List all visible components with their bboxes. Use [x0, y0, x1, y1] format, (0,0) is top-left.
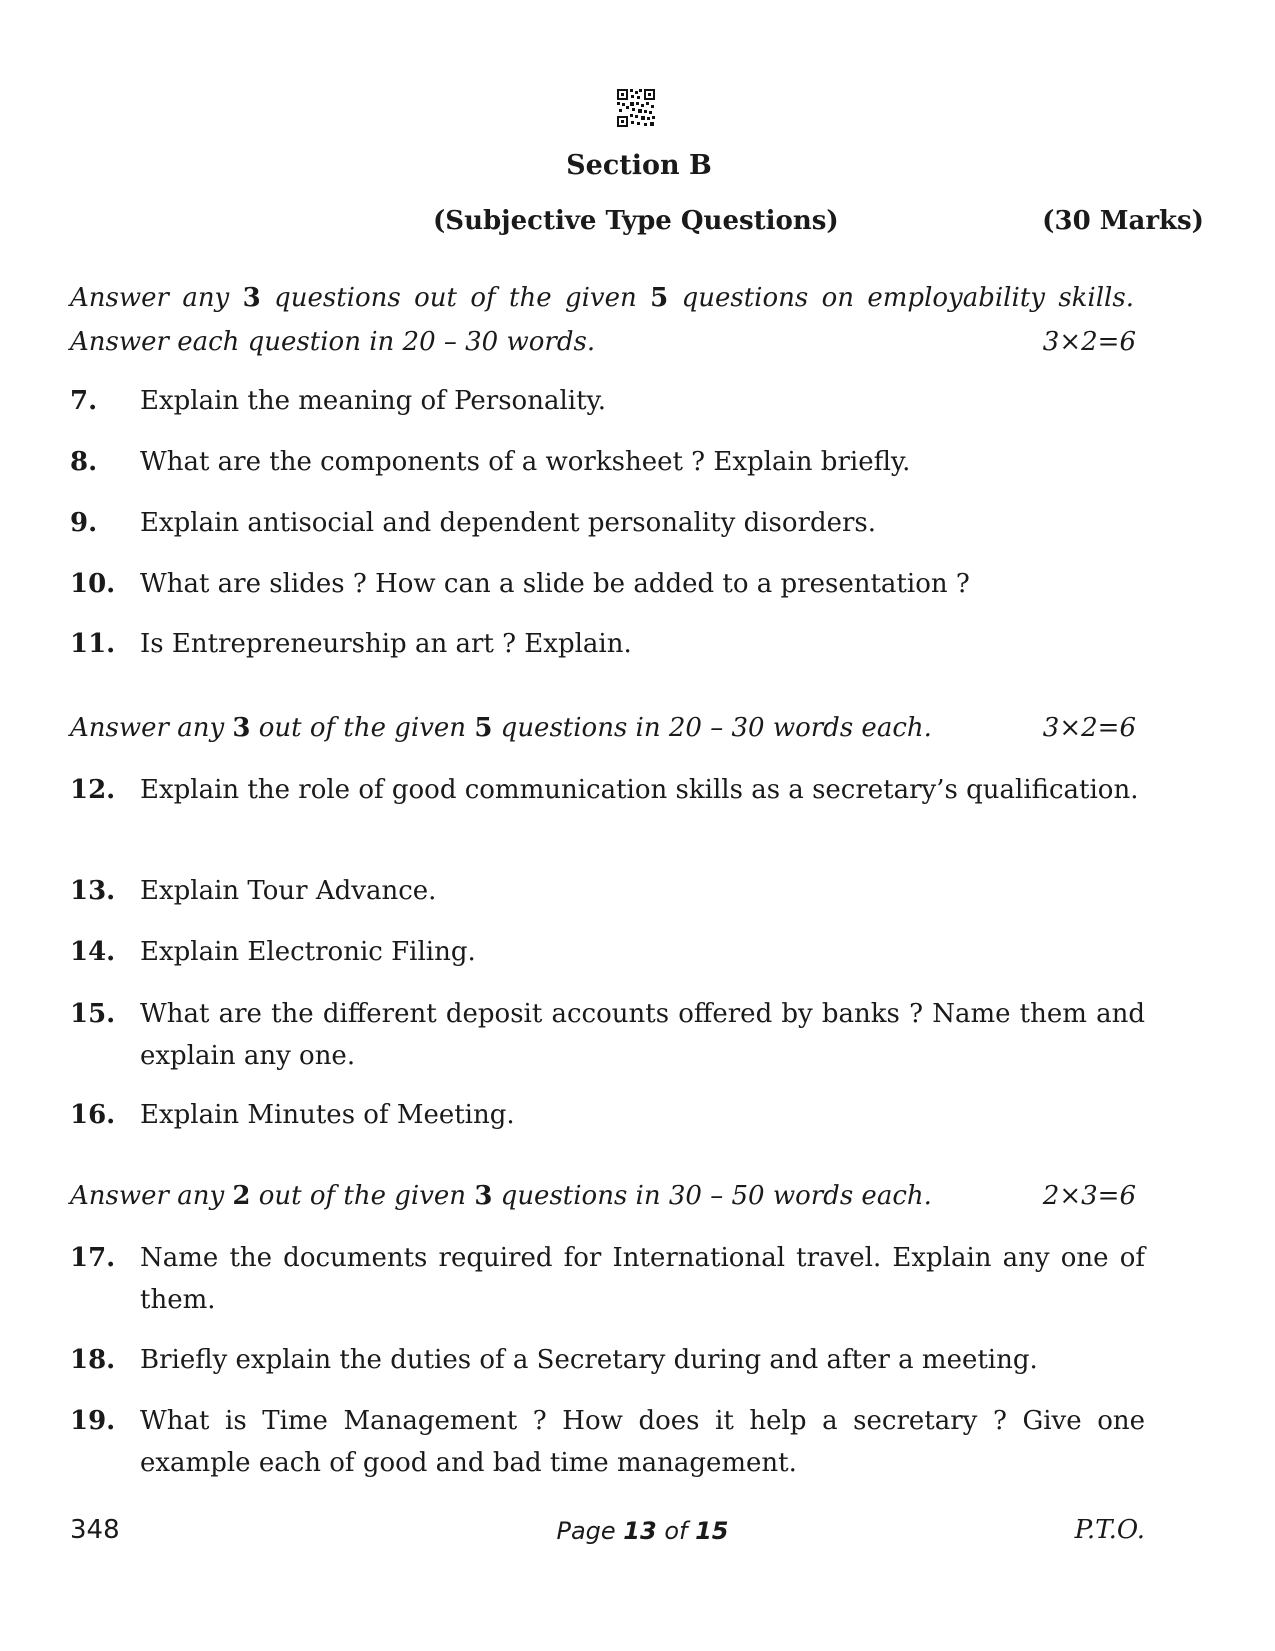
section-marks: (30 Marks) [1042, 206, 1204, 236]
instruction-line [70, 1174, 1136, 1218]
question-number: 9. [70, 508, 98, 538]
marks-formula: 3×2=6 [1042, 327, 1136, 357]
qr-code-icon [616, 88, 656, 128]
please-turn-over: P.T.O. [1074, 1515, 1145, 1545]
page-of-label: of [656, 1517, 696, 1545]
question-text: What are slides ? How can a slide be added to a presentation ? [140, 569, 970, 599]
instruction-group-2 [70, 706, 1200, 750]
marks-formula: 3×2=6 [1042, 713, 1136, 743]
instruction-text [70, 1174, 932, 1218]
question-text: Is Entrepreneurship an art ? Explain. [140, 629, 632, 659]
question-text: Name the documents required for International travel. Explain any one of them. [140, 1243, 1145, 1315]
instruction-text: out of the given [250, 713, 475, 743]
instruction-group-3 [70, 1174, 1200, 1218]
question-text: What is Time Management ? How does it help a secretary ? Give one example each of good and bad time management. [140, 1406, 1145, 1478]
instruction-total: 3 [474, 1181, 493, 1211]
question-text: Explain the meaning of Personality. [140, 386, 607, 416]
page-total: 15 [695, 1517, 729, 1545]
question-number: 16. [70, 1100, 116, 1130]
question-number: 19. [70, 1406, 116, 1436]
question-text: Explain the role of good communication skills as a secretary’s qualification. [140, 775, 1139, 805]
question-text: Explain Tour Advance. [140, 876, 437, 906]
instruction-text: Answer any [70, 713, 233, 743]
instruction-text: Answer any [70, 283, 243, 313]
question-number: 18. [70, 1345, 116, 1375]
instruction-group-1 [70, 276, 1200, 364]
question-number: 10. [70, 569, 116, 599]
question-number: 11. [70, 629, 116, 659]
question-number: 13. [70, 876, 116, 906]
question-number: 15. [70, 999, 116, 1029]
instruction-text: questions in 30 – 50 words each. [492, 1181, 932, 1211]
instruction-line-2 [70, 320, 1136, 364]
instruction-text: questions in 20 – 30 words each. [492, 713, 932, 743]
instruction-count: 3 [232, 713, 251, 743]
instruction-line-1 [70, 276, 1134, 320]
instruction-count: 3 [242, 283, 261, 313]
instruction-text: out of the given [250, 1181, 475, 1211]
question-number: 17. [70, 1243, 116, 1273]
question-text: What are the components of a worksheet ? Explain briefly. [140, 447, 911, 477]
instruction-total: 5 [474, 713, 493, 743]
question-number: 12. [70, 775, 116, 805]
question-text: Explain Electronic Filing. [140, 937, 476, 967]
marks-formula: 2×3=6 [1042, 1181, 1136, 1211]
page-label: Page [556, 1517, 624, 1545]
section-subtitle: (Subjective Type Questions) [433, 206, 839, 236]
question-text: Explain antisocial and dependent personality disorders. [140, 508, 877, 538]
instruction-line [70, 706, 1136, 750]
question-text: Briefly explain the duties of a Secretary during and after a meeting. [140, 1345, 1038, 1375]
question-number: 14. [70, 937, 116, 967]
section-title: Section B [566, 150, 712, 181]
instruction-count: 2 [232, 1181, 251, 1211]
instruction-text: questions on employability skills. [668, 283, 1134, 313]
question-text: Explain Minutes of Meeting. [140, 1100, 515, 1130]
question-number: 8. [70, 447, 98, 477]
page-number: 13 [623, 1517, 657, 1545]
question-text: What are the different deposit accounts offered by banks ? Name them and explain any one. [140, 999, 1145, 1071]
instruction-text: Answer each question in 20 – 30 words. [70, 327, 596, 357]
question-number: 7. [70, 386, 98, 416]
paper-code: 348 [70, 1515, 120, 1545]
instruction-text [70, 706, 932, 750]
instruction-text: questions out of the given [260, 283, 651, 313]
instruction-text: Answer any [70, 1181, 233, 1211]
instruction-total: 5 [650, 283, 669, 313]
